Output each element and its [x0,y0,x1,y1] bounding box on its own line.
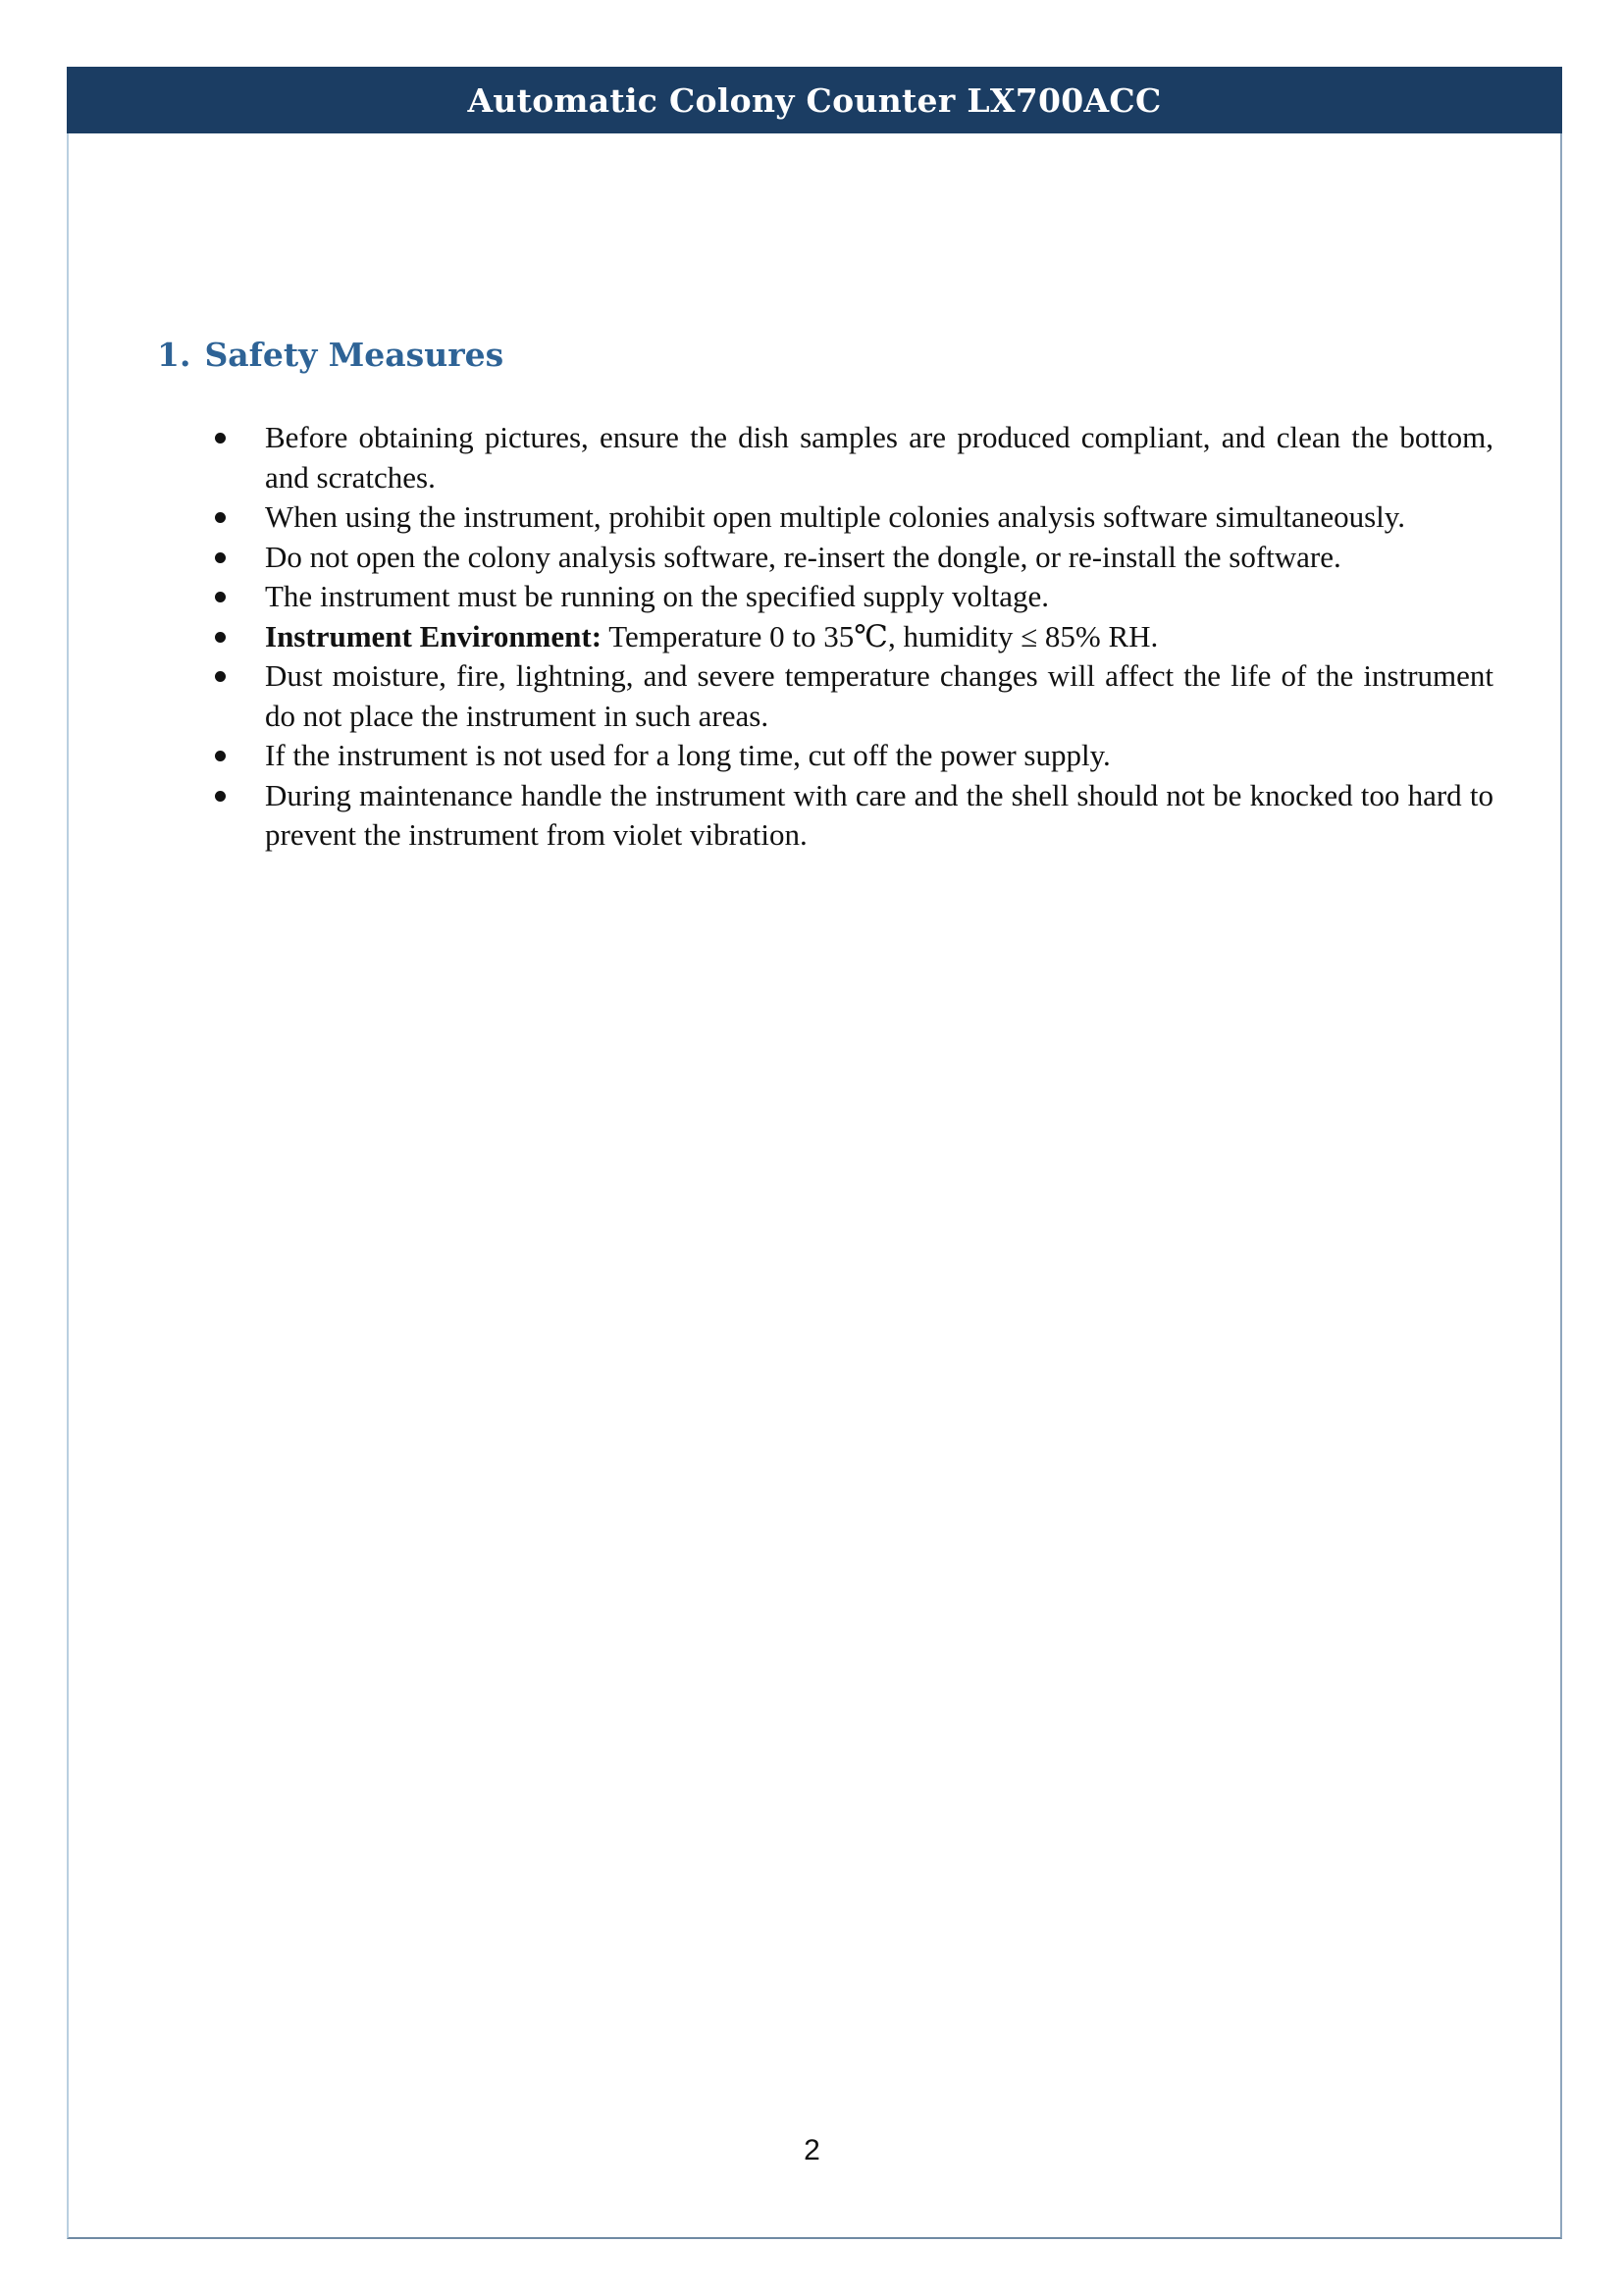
bullet-item [212,577,1493,617]
bullet-label: Instrument Environment: [265,618,602,653]
bullet-item [212,617,1493,657]
bullet-icon [215,791,226,802]
bullet-text: The instrument must be running on the specified supply voltage. [265,579,1049,613]
section-heading [157,336,503,374]
document-header-bar [67,67,1562,133]
bullet-text: Do not open the colony analysis software, re-insert the dongle, or re-install the software. [265,539,1341,574]
bullet-icon [215,671,226,682]
bullet-text: When using the instrument, prohibit open multiple colonies analysis software simultaneously. [265,499,1406,534]
bullet-icon [215,751,226,761]
page-border [67,67,1562,2239]
section-title: Safety Measures [204,336,504,374]
bullet-item [212,538,1493,578]
page-number: 2 [804,2134,820,2166]
bullet-text: If the instrument is not used for a long time, cut off the power supply. [265,738,1111,772]
bullet-text: Dust moisture, fire, lightning, and severe temperature changes will affect the life of the instrument do not place the instrument in such areas. [265,658,1493,733]
bullet-icon [215,552,226,563]
bullet-item [212,776,1493,856]
bullet-text: Before obtaining pictures, ensure the dish samples are produced compliant, and clean the bottom, and scratches. [265,420,1493,495]
bullet-icon [215,512,226,523]
bullet-icon [215,592,226,602]
section-number: 1. [157,336,191,374]
bullet-item [212,497,1493,538]
bullet-text: During maintenance handle the instrument with care and the shell should not be knocked too hard to prevent the instrument from violet vibration. [265,777,1493,852]
bullet-item [212,418,1493,497]
document-title: Automatic Colony Counter LX700ACC [467,80,1162,120]
safety-bullet-list [212,418,1493,856]
bullet-text: Temperature 0 to 35℃, humidity ≤ 85% RH. [608,618,1159,653]
bullet-item [212,736,1493,776]
bullet-icon [215,632,226,643]
bullet-icon [215,433,226,443]
bullet-item [212,656,1493,736]
